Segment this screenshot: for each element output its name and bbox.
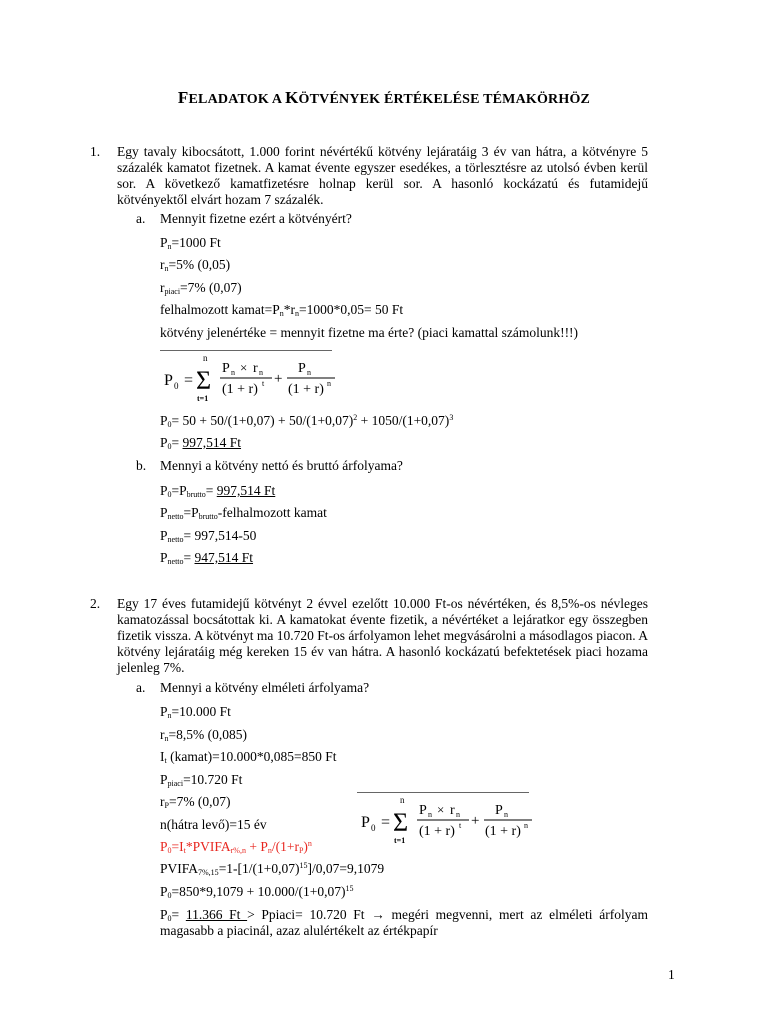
formula-equals: =	[184, 372, 194, 389]
param-pn: $P_n=1000$ Ft	[160, 235, 221, 251]
price-result: $P_0= 997,514$ Ft	[160, 435, 242, 451]
formula-equals: =	[381, 814, 391, 831]
param-it: $I_t$ (kamat)=10.000*0,085=850 Ft	[160, 749, 337, 765]
formula-plus: +	[274, 371, 283, 387]
item-letter: a.	[136, 211, 146, 226]
title-part: ELADATOK A	[188, 92, 286, 107]
price-calculation-2: $P_0=850*9,1079 + 10.000/(1+0,07)^{15}$	[160, 884, 354, 900]
formula-sub: n	[428, 810, 432, 819]
param-rn: $r_n=5\%$ (0,05)	[160, 257, 231, 273]
formula-upper: n	[203, 353, 208, 363]
formula-numerator: P	[495, 803, 503, 818]
sigma-icon: Σ	[196, 366, 212, 395]
formula-sub: n	[456, 810, 460, 819]
net-price-calc: $P_{netto}= 997,514-50$	[160, 528, 257, 544]
net-price-def: $P_{netto}=P_{brutto}$-felhalmozott kamat	[160, 505, 327, 521]
item-letter: a.	[136, 680, 146, 695]
problem-1-line: kötvényektől elvárt hozam 7 százalék.	[117, 192, 324, 207]
formula-lower: t=1	[394, 836, 406, 845]
formula-sub: n	[259, 368, 263, 377]
page-number: 1	[668, 967, 675, 982]
problem-1-line: sor. A következő kamatfizetésre holnap kerül sor. A hasonló kockázatú és futamidejű	[117, 176, 648, 191]
param-rp: $r_P=7\%$ (0,07)	[160, 794, 231, 810]
formula-sub: n	[504, 810, 508, 819]
formula-lhs: P	[164, 372, 173, 389]
formula-denominator: (1 + r)	[485, 824, 521, 839]
sigma-icon: Σ	[393, 808, 409, 837]
problem-2-line: jelenleg 7%.	[117, 660, 185, 675]
param-rn: $r_n=8,5\%$ (0,085)	[160, 727, 247, 743]
right-arrow-icon: →	[371, 907, 385, 922]
formula-sub: n	[231, 368, 235, 377]
formula-lhs-sub: 0	[371, 823, 376, 833]
title-part: ÖTVÉNYEK ÉRTÉKELÉSE TÉMAKÖRHÖZ	[298, 92, 591, 107]
formula-plus: +	[471, 813, 480, 829]
title-initial: K	[285, 88, 299, 107]
formula-numerator: P	[222, 361, 230, 376]
problem-1-number: 1.	[90, 144, 101, 159]
formula-exp: n	[524, 821, 528, 830]
formula-upper: n	[400, 795, 405, 805]
item-letter: b.	[136, 458, 147, 473]
question-1a: Mennyit fizetne ezért a kötvényért?	[160, 211, 352, 226]
price-formula-red: $P_0=I_t*PVIFA_{r\%,n} + P_n/(1+r_P)^n$	[160, 839, 312, 855]
formula-rule	[160, 350, 332, 351]
problem-2-line: kötvény lejáratáig még kereken 15 év van hátra. A hasonló kockázatú befektetések piaci hozama	[117, 644, 648, 659]
bond-price-formula	[357, 794, 533, 850]
net-price-result: $P_{netto}= 947,514$ Ft	[160, 550, 254, 566]
formula-numerator: P	[298, 361, 306, 376]
problem-2-line: Egy 17 éves futamidejű kötvényt 2 évvel ezelőtt 10.000 Ft-os névértéken, és 8,5%-os névleges	[117, 596, 648, 611]
formula-numerator: r	[253, 361, 258, 376]
conclusion-line-1: $P_0= 11.366$ Ft > Ppiaci= 10.720 Ft → megéri megvenni, mert az elméleti árfolyam	[160, 907, 648, 923]
problem-1-line: Egy tavaly kibocsátott, 1.000 forint névértékű kötvény lejáratáig 3 év van hátra, a kötvényre 5	[117, 144, 648, 159]
formula-exp: t	[459, 821, 462, 830]
formula-numerator: r	[450, 803, 455, 818]
formula-denominator: (1 + r)	[288, 382, 324, 397]
title-initial: F	[177, 88, 189, 107]
param-rpiaci: $r_{piaci}=7\%$ (0,07)	[160, 280, 242, 296]
gross-price: $P_0=P_{brutto}= 997,514$ Ft	[160, 483, 276, 499]
formula-denominator: (1 + r)	[222, 382, 258, 397]
page-title	[0, 88, 768, 109]
formula-lower: t=1	[197, 394, 209, 403]
problem-2-line: kamatozással bocsátottak ki. A kamatokat évente fizetik, a névértéket a lejáratkor egy összegben	[117, 612, 648, 627]
formula-lhs-sub: 0	[174, 381, 179, 391]
question-1b: Mennyi a kötvény nettó és bruttó árfolyama?	[160, 458, 403, 473]
param-n: n(hátra levő)=15 év	[160, 817, 267, 832]
conclusion-line-2: magasabb a piacinál, azaz alulértékelt az értékpapír	[160, 923, 438, 938]
accrued-interest: felhalmozott $kamat=P_n*r_n=1000*0,05= 50$ Ft	[160, 302, 404, 318]
problem-1-line: százalék kamatot fizetnek. A kamat évente egyszer esedékes, a törlesztésre az utolsó évben kerül	[117, 160, 648, 175]
formula-times: ×	[437, 802, 445, 817]
param-pn: $P_n=10.000$ Ft	[160, 704, 231, 720]
formula-rule	[357, 792, 529, 793]
problem-2-number: 2.	[90, 596, 101, 611]
formula-exp: n	[327, 379, 331, 388]
price-calculation: $P_0= 50 + 50/(1+0,07) + 50/(1+0,07)^2 + 1050/(1+0,07)^3$	[160, 413, 454, 429]
formula-numerator: P	[419, 803, 427, 818]
formula-times: ×	[240, 360, 248, 375]
formula-exp: t	[262, 379, 265, 388]
bond-price-formula	[160, 352, 336, 408]
formula-lhs: P	[361, 814, 370, 831]
question-2a: Mennyi a kötvény elméleti árfolyama?	[160, 680, 370, 695]
pvifa-calc: $PVIFA_{7\%,15}=1-[1/(1+0,07)^{15}]/0,07=9,1079$	[160, 861, 385, 877]
formula-denominator: (1 + r)	[419, 824, 455, 839]
present-value-note: kötvény jelenértéke = mennyit fizetne ma érte? (piaci kamattal számolunk!!!)	[160, 325, 579, 340]
formula-sub: n	[307, 368, 311, 377]
problem-2-line: fizetik vissza. A kötvényt ma 10.720 Ft-os árfolyamon lehet megvásárolni a másodlagos piacon. A	[117, 628, 648, 643]
param-ppiaci: $P_{piaci}=10.720$ Ft	[160, 772, 243, 788]
